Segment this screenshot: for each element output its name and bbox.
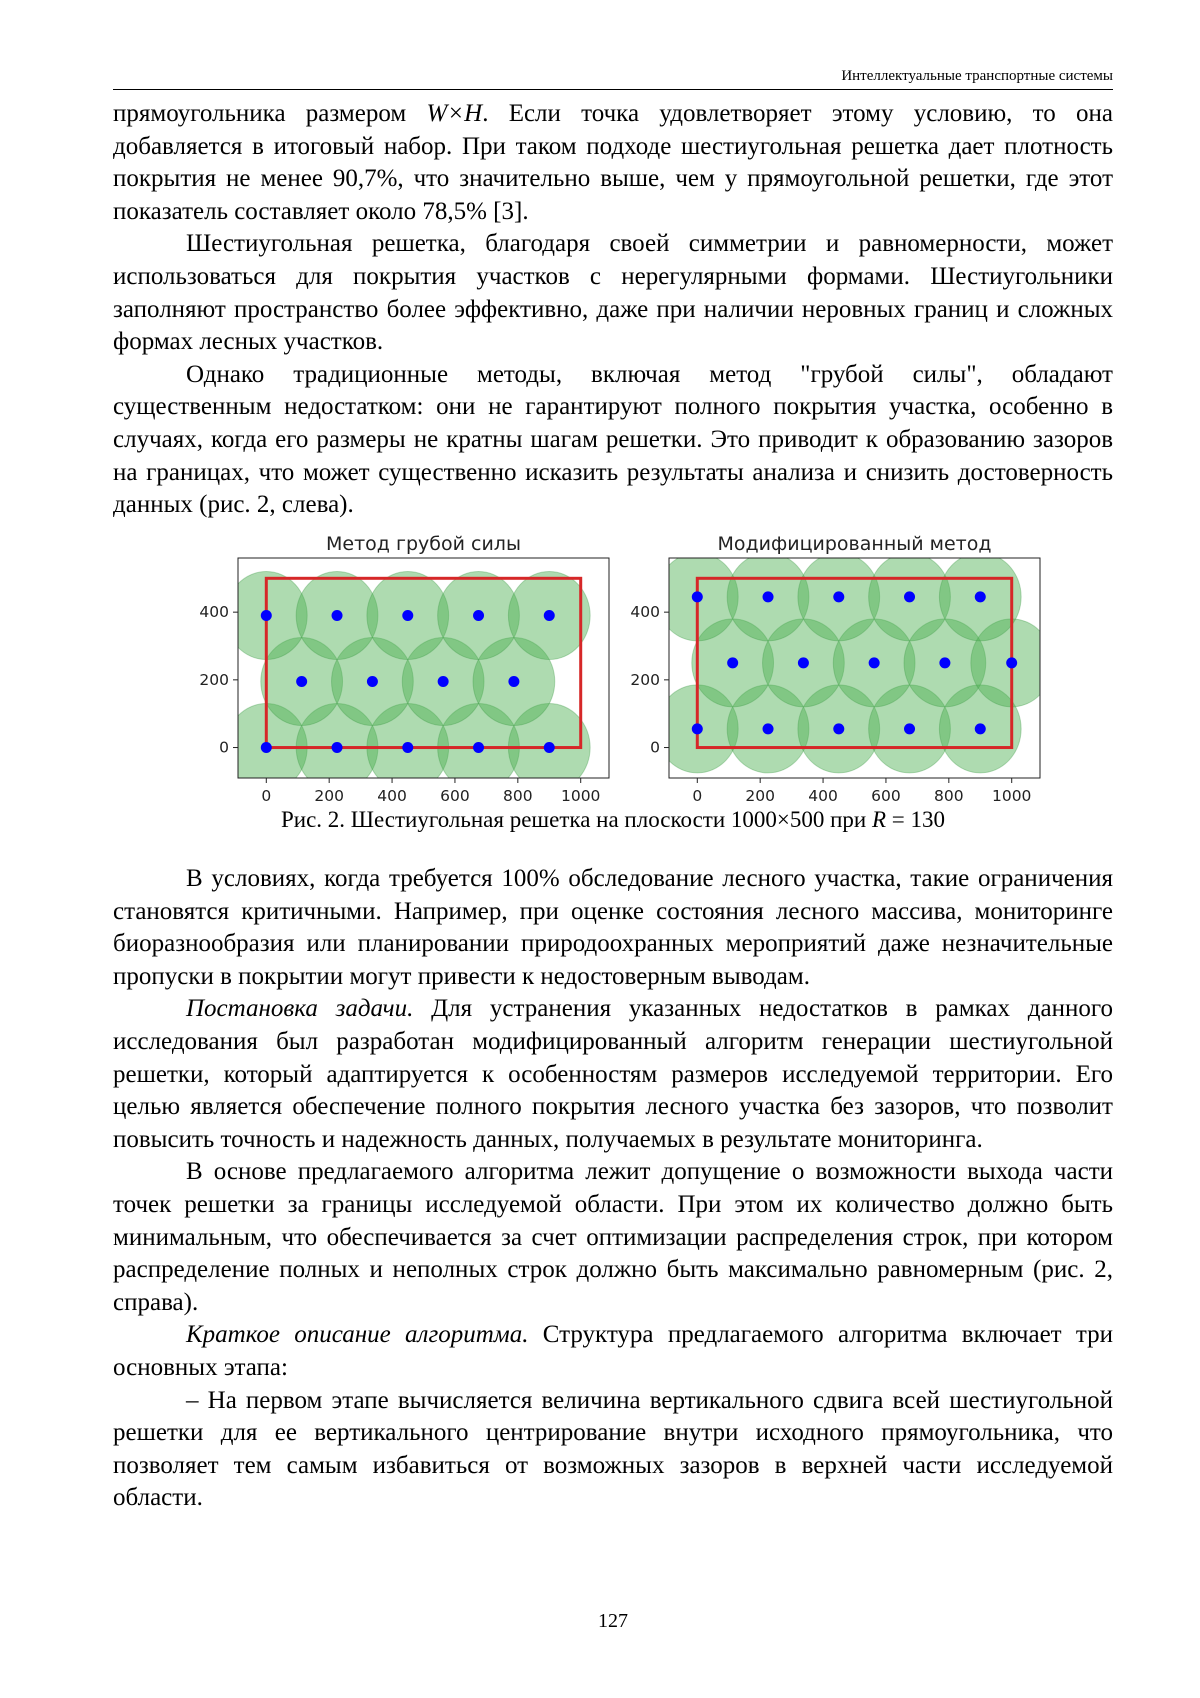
plot-title: Модифицированный метод [717, 533, 992, 555]
grid-point [939, 657, 950, 668]
math-w-times-h: W×H [426, 100, 483, 127]
grid-point [975, 591, 986, 602]
grid-point [332, 610, 343, 621]
subplot-2 [630, 533, 1052, 805]
paragraph-2: Шестиугольная решетка, благодаря своей симметрии и равномерности, может использоваться для покрытия участков с нерегулярными формами. Шестиугольники заполняют пространство более эффективно, даже при наличии неровных границ и сложных формах лесных участков. [113, 230, 1113, 356]
y-tick-label: 400 [630, 603, 660, 622]
grid-point [798, 657, 809, 668]
paragraph-1-start: прямоугольника размером [113, 100, 427, 127]
grid-point [763, 591, 774, 602]
y-tick-label: 200 [199, 670, 229, 689]
coverage-circles [656, 553, 1052, 773]
grid-point [508, 676, 519, 687]
x-tick-label: 600 [871, 787, 901, 805]
grid-point [473, 742, 484, 753]
grid-point [544, 610, 555, 621]
paragraph-8: – На первом этапе вычисляется величина вертикального сдвига всей шестиугольной решетки для ее вертикального центрирование внутри исходного прямоугольника, что позволяет тем самым избавиться от возможных зазоров в верхней части исследуемой области. [113, 1386, 1113, 1512]
grid-point [692, 723, 703, 734]
grid-point [473, 610, 484, 621]
x-tick-label: 200 [314, 787, 344, 805]
paragraph-1 [113, 98, 1113, 228]
paragraph-3: Однако традиционные методы, включая метод "грубой силы", обладают существенным недостатком: они не гарантируют полного покрытия участка, особенно в случаях, когда его размеры не кратны шагам решетки. Это приводит к образованию зазоров на границах, что может существенно исказить результаты анализа и снизить достоверность данных (рис. 2, слева). [113, 360, 1113, 519]
x-tick-label: 1000 [560, 787, 601, 805]
paragraph-1-rest: . Если точка удовлетворяет этому условию, то она добавляется в итоговый набор. При таком подходе шестиугольная решетка дает плотность покрытия не менее 90,7%, что значительно выше, чем у прямоугольной решетки, где этот показатель составляет около 78,5% [3]. [113, 100, 1113, 225]
grid-point [438, 676, 449, 687]
y-tick-label: 400 [199, 603, 229, 622]
figure-caption [113, 807, 1113, 833]
x-tick-label: 400 [808, 787, 838, 805]
grid-point [975, 723, 986, 734]
figure-2-plots [199, 530, 1052, 850]
plot-title: Метод грубой силы [326, 533, 521, 555]
x-tick-label: 800 [934, 787, 964, 805]
y-tick-label: 200 [630, 670, 660, 689]
x-tick-label: 200 [745, 787, 775, 805]
caption-end: = 130 [886, 807, 946, 832]
x-tick-label: 1000 [991, 787, 1032, 805]
grid-point [904, 723, 915, 734]
grid-point [692, 591, 703, 602]
section-title-algorithm: Краткое описание алгоритма. [186, 1321, 529, 1349]
grid-point [1006, 657, 1017, 668]
grid-point [402, 742, 413, 753]
x-tick-label: 0 [692, 787, 703, 805]
grid-point [332, 742, 343, 753]
text-block-bottom [113, 863, 1113, 1515]
section-title-problem: Постановка задачи. [186, 995, 414, 1023]
grid-point [869, 657, 880, 668]
grid-point [763, 723, 774, 734]
paragraph-7 [113, 1319, 1113, 1384]
caption-start: Рис. 2. Шестиугольная решетка на плоскости 1000×500 при [280, 807, 872, 832]
grid-point [904, 591, 915, 602]
x-tick-label: 800 [503, 787, 533, 805]
grid-point [367, 676, 378, 687]
grid-point [833, 591, 844, 602]
paragraph-5-body: Для устранения указанных недостатков в рамках данного исследования был разработан модифицированный алгоритм генерации шестиугольной решетки, который адаптируется к особенностям размеров исследуемой территории. Его целью является обеспечение полного покрытия лесного участка без зазоров, что позволит повысить точность и надежность данных, получаемых в результате мониторинга. [113, 995, 1113, 1153]
x-tick-label: 400 [377, 787, 407, 805]
paragraph-4: В условиях, когда требуется 100% обследование лесного участка, такие ограничения становятся критичными. Например, при оценке состояния лесного массива, мониторинге биоразнообразия или планировании природоохранных мероприятий даже незначительные пропуски в покрытии могут привести к недостоверным выводам. [113, 865, 1113, 990]
grid-point [402, 610, 413, 621]
x-tick-label: 0 [261, 787, 272, 805]
grid-point [544, 742, 555, 753]
page-number: 127 [598, 1610, 628, 1632]
y-tick-label: 0 [219, 738, 229, 757]
caption-math-r: R [871, 807, 887, 832]
grid-point [727, 657, 738, 668]
y-tick-label: 0 [650, 738, 660, 757]
paragraph-6: В основе предлагаемого алгоритма лежит допущение о возможности выхода части точек решетки за границы исследуемой области. При этом их количество должно быть минимальным, что обеспечивается за счет оптимизации распределения строк, при котором распределение полных и неполных строк должно быть максимально равномерным (рис. 2, справа). [113, 1158, 1113, 1316]
grid-point [833, 723, 844, 734]
grid-point [296, 676, 307, 687]
x-tick-label: 600 [440, 787, 470, 805]
subplot-1 [199, 533, 609, 805]
running-head: Интеллектуальные транспортные системы [113, 68, 1113, 90]
paragraph-5 [113, 993, 1113, 1156]
figure-2 [199, 530, 1052, 850]
grid-point [261, 742, 272, 753]
grid-point [261, 610, 272, 621]
coverage-circles [225, 572, 590, 792]
paragraph-7-body: Структура предлагаемого алгоритма включает три основных этапа: [113, 1321, 1113, 1381]
text-block-top [113, 98, 1113, 522]
